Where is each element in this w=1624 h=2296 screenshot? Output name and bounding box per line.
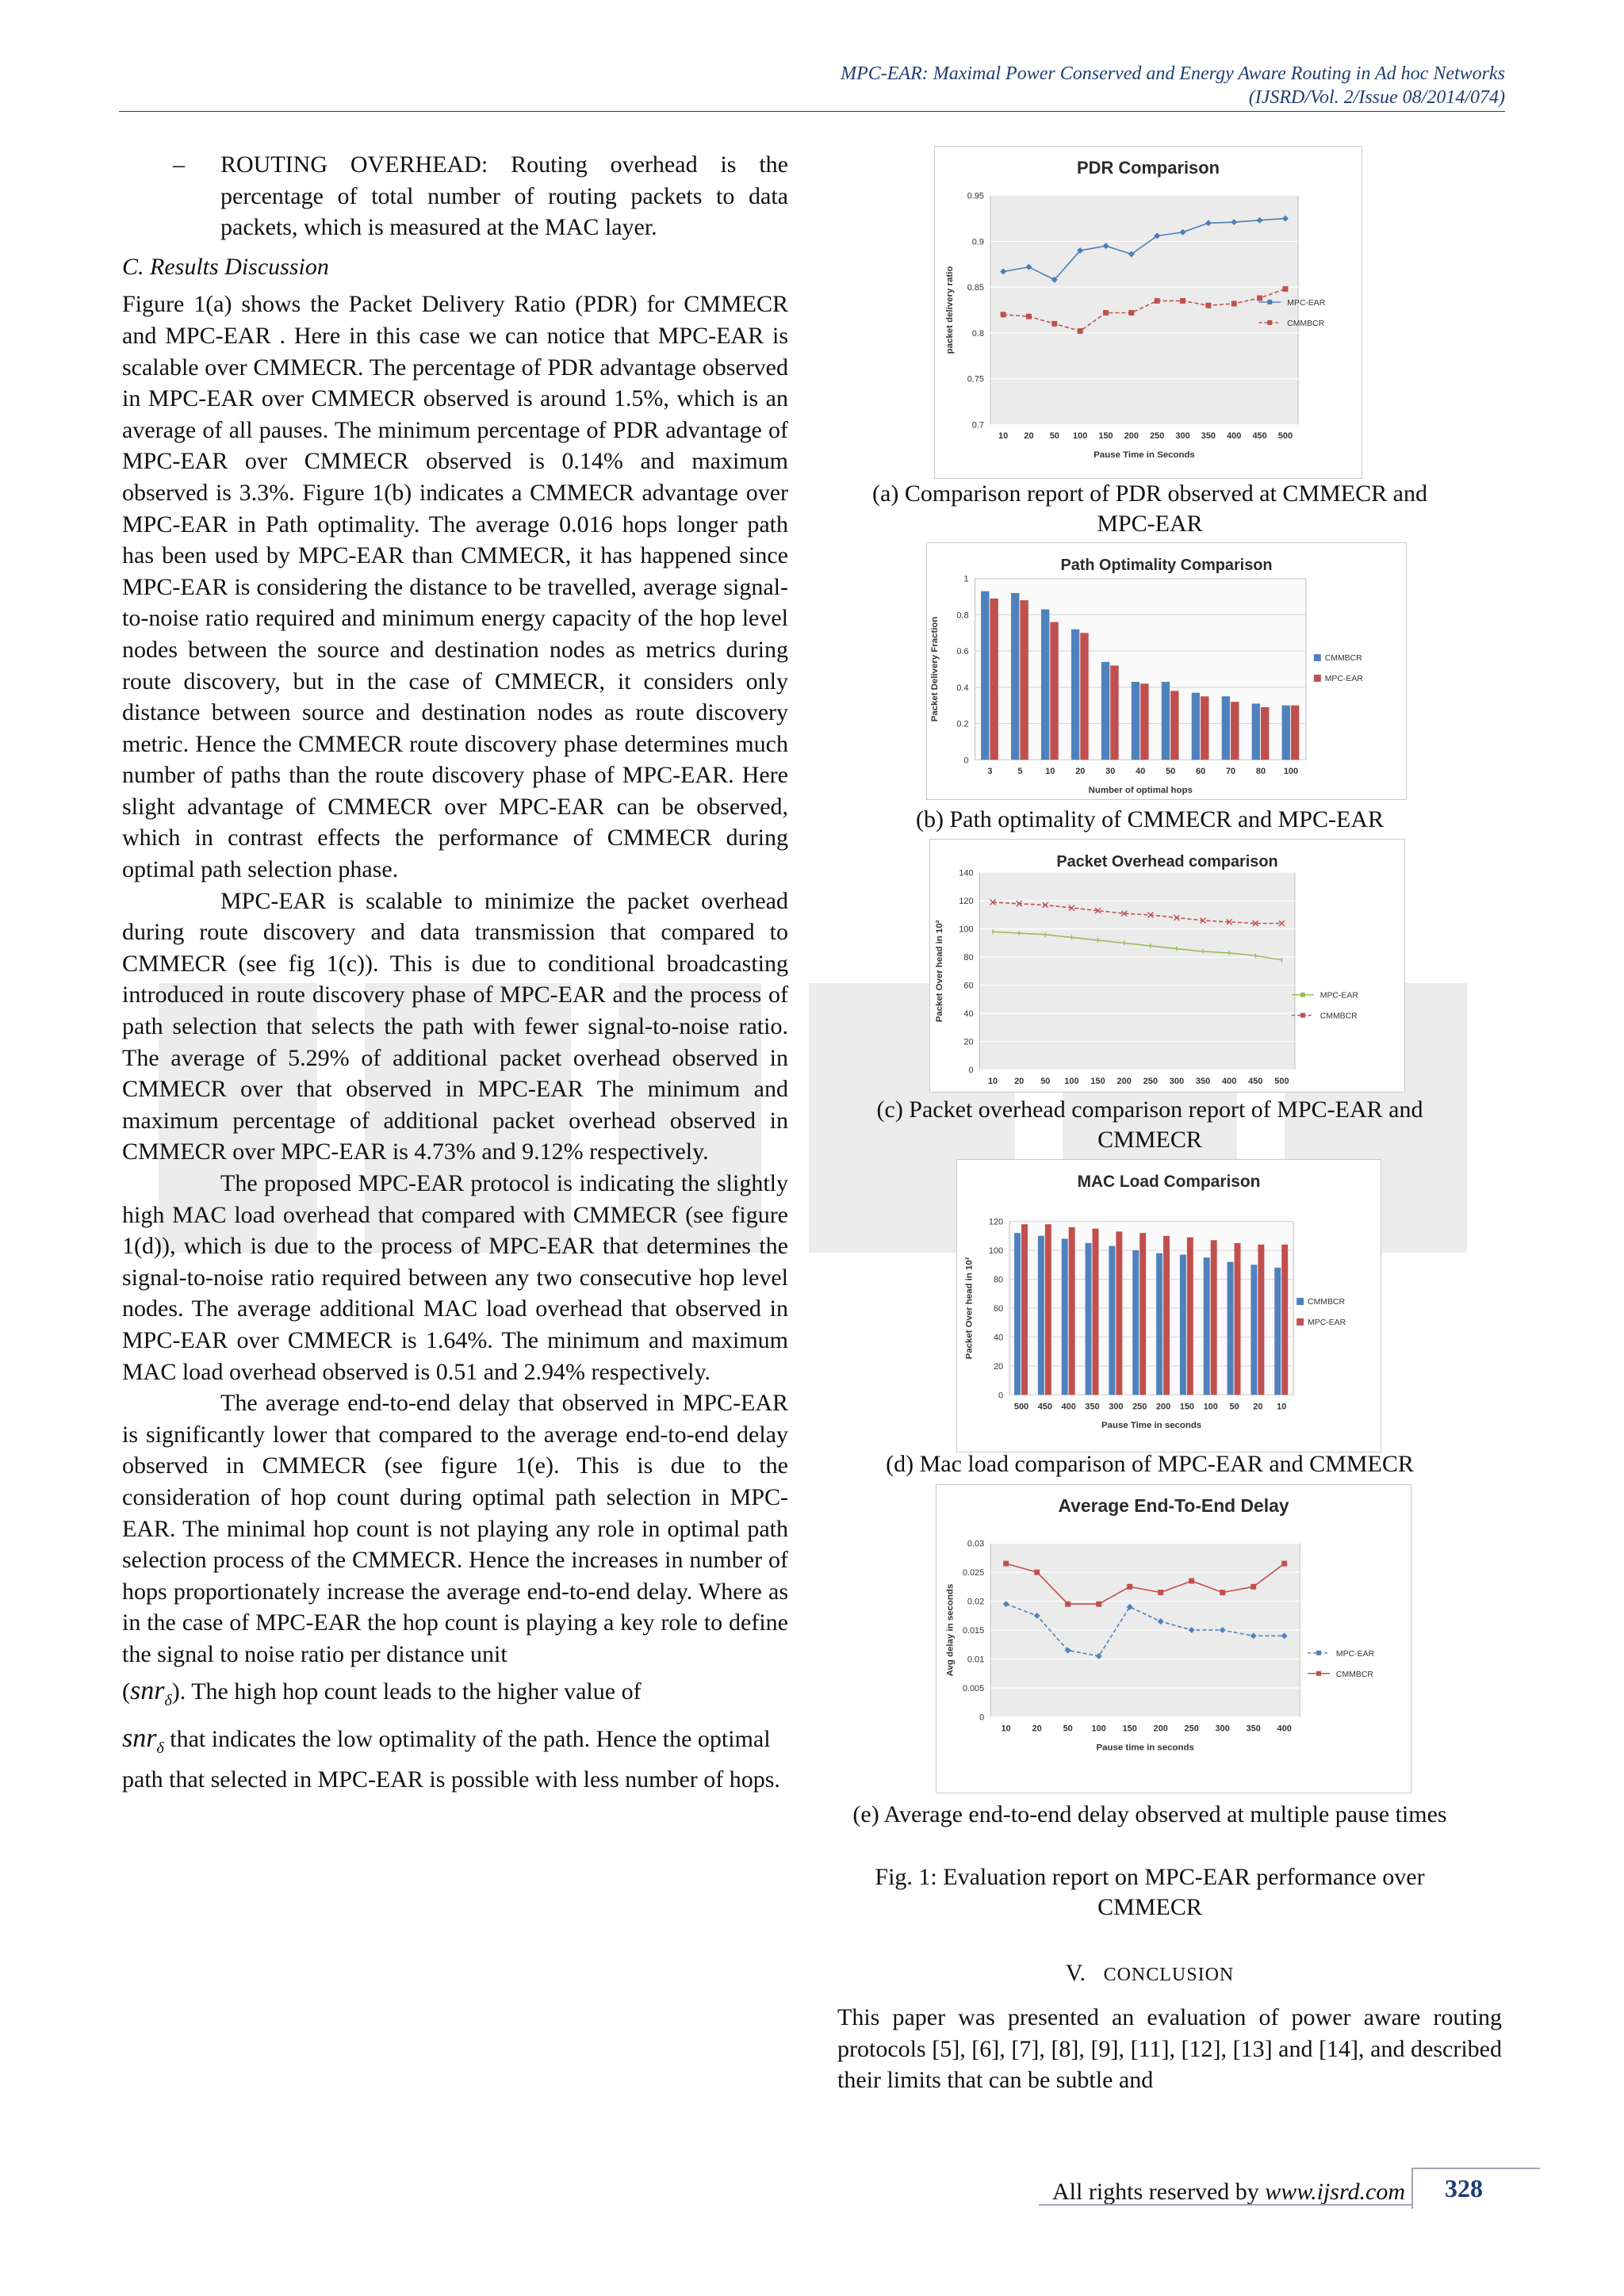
header-journal: (IJSRD/Vol. 2/Issue 08/2014/074): [1248, 87, 1505, 108]
footer-url[interactable]: www.ijsrd.com: [1265, 2179, 1405, 2205]
bar-mpc-ear: [990, 599, 998, 760]
bar-cmmbcr: [1011, 593, 1019, 760]
header-rule: [119, 111, 1505, 112]
bar-cmmbcr: [1101, 662, 1109, 760]
bar-cmmbcr: [1251, 1265, 1257, 1395]
x-tick-label: 20: [1253, 1402, 1263, 1412]
y-tick-label: 140: [959, 868, 974, 878]
x-tick-label: 250: [1143, 1077, 1158, 1087]
x-tick-label: 50: [1049, 431, 1059, 442]
bar-cmmbcr: [1204, 1257, 1210, 1395]
bar-mpc-ear: [1050, 622, 1058, 760]
bar-mpc-ear: [1139, 1233, 1146, 1395]
bar-cmmbcr: [1041, 610, 1049, 760]
chart-a-pdr: [934, 146, 1362, 479]
bar-cmmbcr: [1062, 1238, 1068, 1395]
x-tick-label: 20: [1024, 431, 1034, 442]
x-tick-label: 50: [1166, 767, 1176, 777]
y-tick-label: 0.9: [971, 237, 984, 247]
y-tick-label: 0: [963, 756, 969, 766]
bar-mpc-ear: [1291, 706, 1299, 760]
x-tick-label: 70: [1225, 767, 1236, 777]
bar-cmmbcr: [1132, 1250, 1139, 1395]
x-tick-label: 10: [1001, 1724, 1011, 1734]
y-tick-label: 0.4: [956, 683, 969, 693]
x-axis-label: Pause Time in Seconds: [1094, 450, 1195, 461]
y-axis-label: Avg delay in seconds: [945, 1583, 956, 1677]
x-tick-label: 300: [1109, 1402, 1124, 1412]
legend-marker: [1300, 993, 1305, 997]
bar-cmmbcr: [1014, 1233, 1021, 1395]
caption-e: (e) Average end-to-end delay observed at multiple pause times: [852, 1801, 1447, 1827]
x-tick-label: 400: [1227, 431, 1242, 442]
chart-b-path-optimality: [926, 542, 1407, 800]
x-tick-label: 50: [1063, 1724, 1073, 1734]
x-axis-label: Pause Time in seconds: [1101, 1421, 1202, 1431]
data-point: [1231, 300, 1237, 306]
data-point: [1001, 312, 1006, 317]
paragraph-2: MPC-EAR is scalable to minimize the packet overhead during route discovery and data transmission that compared to CMMECR (see fig 1(c)). This is due to conditional broadcasting introduced in route discovery phase of MPC-EAR and the process of path selection that selects the path with fewer signal-to-noise ratio. The average of 5.29% of additional packet overhead observed in CMMECR over that observed in MPC-EAR The minimum and maximum percentage of additional packet overhead observed in CMMECR over MPC-EAR is 4.73% and 9.12% respectively.: [122, 887, 788, 1165]
y-tick-label: 0.015: [962, 1626, 985, 1636]
x-tick-label: 50: [1040, 1077, 1051, 1087]
data-point: [1257, 296, 1262, 301]
y-tick-label: 120: [988, 1217, 1004, 1227]
legend-label: MPC-EAR: [1324, 674, 1363, 683]
left-column: [122, 149, 788, 1796]
y-tick-label: 120: [959, 897, 974, 907]
y-tick-label: 0: [979, 1712, 985, 1723]
bar-mpc-ear: [1231, 702, 1239, 760]
x-tick-label: 40: [1136, 767, 1146, 777]
bar-mpc-ear: [1116, 1231, 1122, 1395]
x-tick-label: 350: [1246, 1724, 1261, 1734]
x-tick-label: 450: [1252, 431, 1267, 442]
bullet-dash: –: [173, 151, 185, 178]
x-tick-label: 100: [1283, 767, 1299, 777]
data-point: [1205, 303, 1211, 308]
x-tick-label: 20: [1032, 1724, 1042, 1734]
data-point: [1282, 286, 1288, 292]
x-tick-label: 350: [1195, 1077, 1211, 1087]
y-tick-label: 0.02: [967, 1597, 985, 1607]
legend-label: MPC-EAR: [1308, 1318, 1346, 1327]
x-tick-label: 150: [1090, 1077, 1105, 1087]
running-header: [841, 62, 1505, 109]
x-tick-label: 400: [1277, 1724, 1292, 1734]
paragraph-4-cont: (snr$_\delta$). The high hop count leads to the higher value of: [122, 1675, 642, 1709]
x-tick-label: 500: [1274, 1077, 1289, 1087]
bar-mpc-ear: [1080, 633, 1088, 760]
caption-c: (c) Packet overhead comparison report of MPC-EAR and CMMECR: [876, 1096, 1423, 1153]
legend-swatch: [1314, 654, 1321, 661]
legend-label: CMMBCR: [1320, 1012, 1358, 1021]
x-tick-label: 300: [1175, 431, 1190, 442]
header-title: MPC-EAR: Maximal Power Conserved and Energy Aware Routing in Ad hoc Networks: [841, 63, 1505, 84]
y-tick-label: 0.85: [967, 283, 984, 293]
y-tick-label: 0.8: [971, 328, 984, 339]
bar-mpc-ear: [1045, 1224, 1051, 1395]
bar-cmmbcr: [981, 591, 989, 760]
x-tick-label: 20: [1014, 1077, 1025, 1087]
data-point: [1281, 1561, 1287, 1567]
legend-label: CMMBCR: [1287, 319, 1325, 328]
bar-cmmbcr: [1071, 629, 1079, 760]
x-tick-label: 250: [1150, 431, 1165, 442]
section-heading: V. CONCLUSION: [1065, 1960, 1235, 1986]
bar-mpc-ear: [1093, 1229, 1099, 1395]
y-axis-label: Packet Over head in 10²: [964, 1257, 975, 1360]
data-point: [1034, 1570, 1040, 1575]
x-tick-label: 10: [987, 1077, 998, 1087]
bar-cmmbcr: [1038, 1236, 1044, 1395]
y-axis-label: packet delivery ratio: [945, 266, 956, 354]
data-point: [1078, 328, 1083, 334]
bar-cmmbcr: [1222, 696, 1230, 760]
y-tick-label: 80: [963, 953, 974, 963]
x-tick-label: 150: [1179, 1402, 1195, 1412]
bar-mpc-ear: [1235, 1243, 1241, 1395]
chart-d-mac-load: [956, 1159, 1381, 1452]
x-tick-label: 500: [1277, 431, 1293, 442]
data-point: [1128, 310, 1134, 316]
y-axis-label: Packet Over head in 10²: [934, 920, 944, 1023]
data-point: [1127, 1584, 1132, 1590]
snr-symbol: snr$_\delta$: [130, 1675, 172, 1709]
y-tick-label: 0: [998, 1391, 1004, 1401]
bar-cmmbcr: [1274, 1268, 1281, 1395]
x-tick-label: 100: [1091, 1724, 1106, 1734]
chart-title: Path Optimality Comparison: [1060, 556, 1273, 574]
x-tick-label: 10: [1277, 1402, 1287, 1412]
bar-mpc-ear: [1140, 683, 1148, 760]
page-number-box: [1411, 2168, 1540, 2209]
paragraph-1: Figure 1(a) shows the Packet Delivery Ratio (PDR) for CMMECR and MPC-EAR . Here in this case we can notice that MPC-EAR is scalable over CMMECR. The percentage of PDR advantage observed in MPC-EAR over CMMECR observed is around 1.5%, which is an average of all pauses. The minimum percentage of PDR advantage of MPC-EAR over CMMECR observed is 0.14% and maximum observed is 3.3%. Figure 1(b) indicates a CMMECR advantage over MPC-EAR in Path optimality. The average 0.016 hops longer path has been used by MPC-EAR than CMMECR, it has happened since MPC-EAR is considering the distance to be travelled, average signal-to-noise ratio required and minimum energy capacity of the hop level nodes between the source and destination nodes as metrics during route discovery, but in the case of CMMECR, it considers only distance between source and destination nodes as route discovery metric. Hence the CMMECR route discovery phase determines much number of paths than the route discovery phase of MPC-EAR. Here slight advantage of CMMECR over MPC-EAR can be observed, which in contrast effects the performance of CMMECR during optimal path selection phase.: [122, 291, 788, 883]
legend-swatch: [1297, 1318, 1304, 1326]
x-tick-label: 60: [1196, 767, 1206, 777]
bar-mpc-ear: [1201, 696, 1208, 760]
bar-cmmbcr: [1162, 682, 1170, 760]
y-tick-label: 20: [963, 1037, 974, 1047]
bar-mpc-ear: [1258, 1245, 1264, 1395]
bar-cmmbcr: [1180, 1255, 1186, 1395]
x-tick-label: 250: [1132, 1402, 1147, 1412]
data-point: [1026, 314, 1032, 320]
y-tick-label: 0.2: [956, 719, 969, 729]
bar-cmmbcr: [1156, 1253, 1162, 1395]
y-tick-label: 0.01: [967, 1655, 985, 1665]
x-tick-label: 200: [1116, 1077, 1132, 1087]
data-point: [1155, 298, 1160, 304]
x-tick-label: 50: [1229, 1402, 1239, 1412]
bar-cmmbcr: [1282, 706, 1290, 760]
bar-mpc-ear: [1211, 1240, 1217, 1395]
bar-cmmbcr: [1252, 703, 1260, 760]
bar-cmmbcr: [1192, 693, 1200, 760]
legend-swatch: [1297, 1298, 1304, 1305]
y-tick-label: 0: [968, 1066, 974, 1076]
x-tick-label: 450: [1037, 1402, 1052, 1412]
x-tick-label: 500: [1013, 1402, 1029, 1412]
page-number: 328: [1445, 2174, 1483, 2202]
paragraph-5: snr$_\delta$ that indicates the low optimality of the path. Hence the optimal path that selected in MPC-EAR is possible with less number of hops.: [122, 1723, 780, 1793]
bar-mpc-ear: [1110, 665, 1118, 760]
y-tick-label: 0.025: [962, 1568, 985, 1578]
y-tick-label: 0.8: [956, 610, 969, 621]
x-tick-label: 200: [1153, 1724, 1168, 1734]
y-tick-label: 0.03: [967, 1539, 985, 1549]
legend-label: CMMBCR: [1324, 654, 1362, 664]
bar-cmmbcr: [1086, 1243, 1092, 1395]
x-tick-label: 10: [998, 431, 1009, 442]
figure-caption: Fig. 1: Evaluation report on MPC-EAR performance over CMMECR: [875, 1864, 1425, 1920]
bullet-routing-overhead: [122, 149, 788, 243]
y-tick-label: 0.7: [971, 420, 984, 430]
x-tick-label: 300: [1169, 1077, 1185, 1087]
legend-label: MPC-EAR: [1320, 991, 1358, 1001]
bar-mpc-ear: [1069, 1227, 1075, 1395]
conclusion-paragraph: This paper was presented an evaluation of power aware routing protocols [5], [6], [7], [8], [9], [11], [12], [13] and [14], and described their limits that can be subtle and: [837, 2004, 1502, 2094]
x-tick-label: 150: [1122, 1724, 1137, 1734]
x-tick-label: 3: [987, 767, 993, 777]
y-tick-label: 1: [963, 574, 969, 584]
x-tick-label: 400: [1222, 1077, 1237, 1087]
x-tick-label: 80: [1255, 767, 1266, 777]
x-tick-label: 30: [1105, 767, 1116, 777]
data-point: [1003, 1561, 1009, 1567]
data-point: [1051, 321, 1057, 327]
data-point: [1158, 1590, 1163, 1595]
chart-title: Packet Overhead comparison: [1056, 852, 1278, 871]
paragraph-3: The proposed MPC-EAR protocol is indicating the slightly high MAC load overhead that compared with CMMECR (see figure 1(d)), which is due to the process of MPC-EAR that determines the signal-to-noise ratio required between any two consecutive hop level nodes. The average additional MAC load overhead that observed in MPC-EAR over CMMECR is 1.64%. The minimum and maximum MAC load overhead observed is 0.51 and 2.94% respectively.: [122, 1170, 788, 1385]
bar-mpc-ear: [1261, 707, 1269, 760]
data-point: [1189, 1578, 1194, 1584]
y-tick-label: 80: [993, 1275, 1004, 1285]
bar-mpc-ear: [1187, 1238, 1193, 1395]
caption-b: (b) Path optimality of CMMECR and MPC-EAR: [915, 806, 1384, 832]
footer-rights: All rights reserved by www.ijsrd.com: [1052, 2179, 1405, 2205]
chart-title: Average End-To-End Delay: [1058, 1494, 1289, 1516]
data-point: [1180, 298, 1185, 304]
chart-e-delay: [936, 1484, 1411, 1793]
x-tick-label: 400: [1061, 1402, 1076, 1412]
bar-mpc-ear: [1163, 1236, 1170, 1395]
x-tick-label: 200: [1155, 1402, 1171, 1412]
bar-mpc-ear: [1021, 1224, 1028, 1395]
y-tick-label: 100: [959, 924, 974, 935]
plot-area: [990, 196, 1298, 425]
y-tick-label: 60: [993, 1303, 1004, 1314]
legend-marker: [1300, 1013, 1305, 1018]
legend-swatch: [1314, 675, 1321, 682]
bullet-text: ROUTING OVERHEAD: Routing overhead is the percentage of total number of routing packets to data packets, which is measured at the MAC layer.: [220, 151, 788, 241]
bar-mpc-ear: [1170, 691, 1178, 760]
y-tick-label: 60: [963, 981, 974, 991]
bar-cmmbcr: [1132, 682, 1139, 760]
chart-c-packet-overhead: [929, 839, 1405, 1093]
bar-mpc-ear: [1281, 1245, 1288, 1395]
x-axis-label: Pause time in seconds: [1096, 1743, 1194, 1753]
subsection-heading: C. Results Discussion: [122, 253, 329, 280]
data-point: [1103, 310, 1109, 316]
y-axis-label: Packet Delivery Fraction: [929, 616, 940, 722]
bar-cmmbcr: [1109, 1246, 1115, 1395]
x-tick-label: 20: [1075, 767, 1086, 777]
legend-marker: [1316, 1651, 1321, 1655]
data-point: [1251, 1584, 1256, 1590]
y-tick-label: 0.005: [962, 1683, 985, 1693]
x-tick-label: 350: [1085, 1402, 1100, 1412]
x-tick-label: 450: [1248, 1077, 1263, 1087]
x-tick-label: 200: [1124, 431, 1139, 442]
legend-label: CMMBCR: [1308, 1298, 1346, 1307]
y-tick-label: 0.6: [956, 647, 969, 657]
legend-marker: [1316, 1671, 1321, 1676]
x-tick-label: 350: [1201, 431, 1216, 442]
y-tick-label: 0.75: [967, 374, 984, 385]
plot-area: [979, 873, 1295, 1070]
x-tick-label: 100: [1064, 1077, 1079, 1087]
chart-title: MAC Load Comparison: [1077, 1172, 1261, 1191]
bar-mpc-ear: [1020, 600, 1028, 760]
y-tick-label: 40: [993, 1333, 1004, 1343]
x-tick-label: 150: [1098, 431, 1113, 442]
y-tick-label: 100: [988, 1246, 1004, 1257]
x-tick-label: 5: [1017, 767, 1023, 777]
caption-d: (d) Mac load comparison of MPC-EAR and CMMECR: [886, 1451, 1414, 1477]
legend-marker: [1267, 320, 1272, 325]
x-tick-label: 10: [1045, 767, 1055, 777]
legend-label: CMMBCR: [1335, 1670, 1373, 1679]
legend-label: MPC-EAR: [1335, 1649, 1375, 1659]
footer-rule: [1039, 2204, 1413, 2206]
legend-label: MPC-EAR: [1287, 299, 1326, 308]
y-tick-label: 40: [963, 1009, 974, 1020]
data-point: [1096, 1601, 1101, 1607]
paragraph-4: The average end-to-end delay that observed in MPC-EAR is significantly lower that compared to the average end-to-end delay observed in CMMECR (see figure 1(e). This is due to the consideration of hop count during optimal path selection in MPC-EAR. The minimal hop count is not playing any role in optimal path selection process of the CMMECR. Hence the increases in number of hops proportionately increase the average end-to-end delay. Where as in the case of MPC-EAR the hop count is playing a key role to define the signal to noise ratio per distance unit: [122, 1390, 788, 1667]
x-tick-label: 250: [1184, 1724, 1199, 1734]
y-tick-label: 0.95: [967, 191, 984, 201]
snr-symbol: snr$_\delta$: [122, 1723, 164, 1757]
x-axis-label: Number of optimal hops: [1088, 786, 1193, 796]
x-tick-label: 100: [1073, 431, 1088, 442]
data-point: [1220, 1590, 1225, 1595]
y-tick-label: 20: [993, 1361, 1004, 1372]
data-point: [1065, 1601, 1071, 1607]
x-tick-label: 100: [1203, 1402, 1218, 1412]
caption-a: (a) Comparison report of PDR observed at CMMECR and MPC-EAR: [872, 480, 1427, 537]
legend-marker: [1267, 300, 1272, 304]
bar-cmmbcr: [1228, 1262, 1234, 1395]
chart-title: PDR Comparison: [1077, 157, 1220, 178]
x-tick-label: 300: [1215, 1724, 1230, 1734]
